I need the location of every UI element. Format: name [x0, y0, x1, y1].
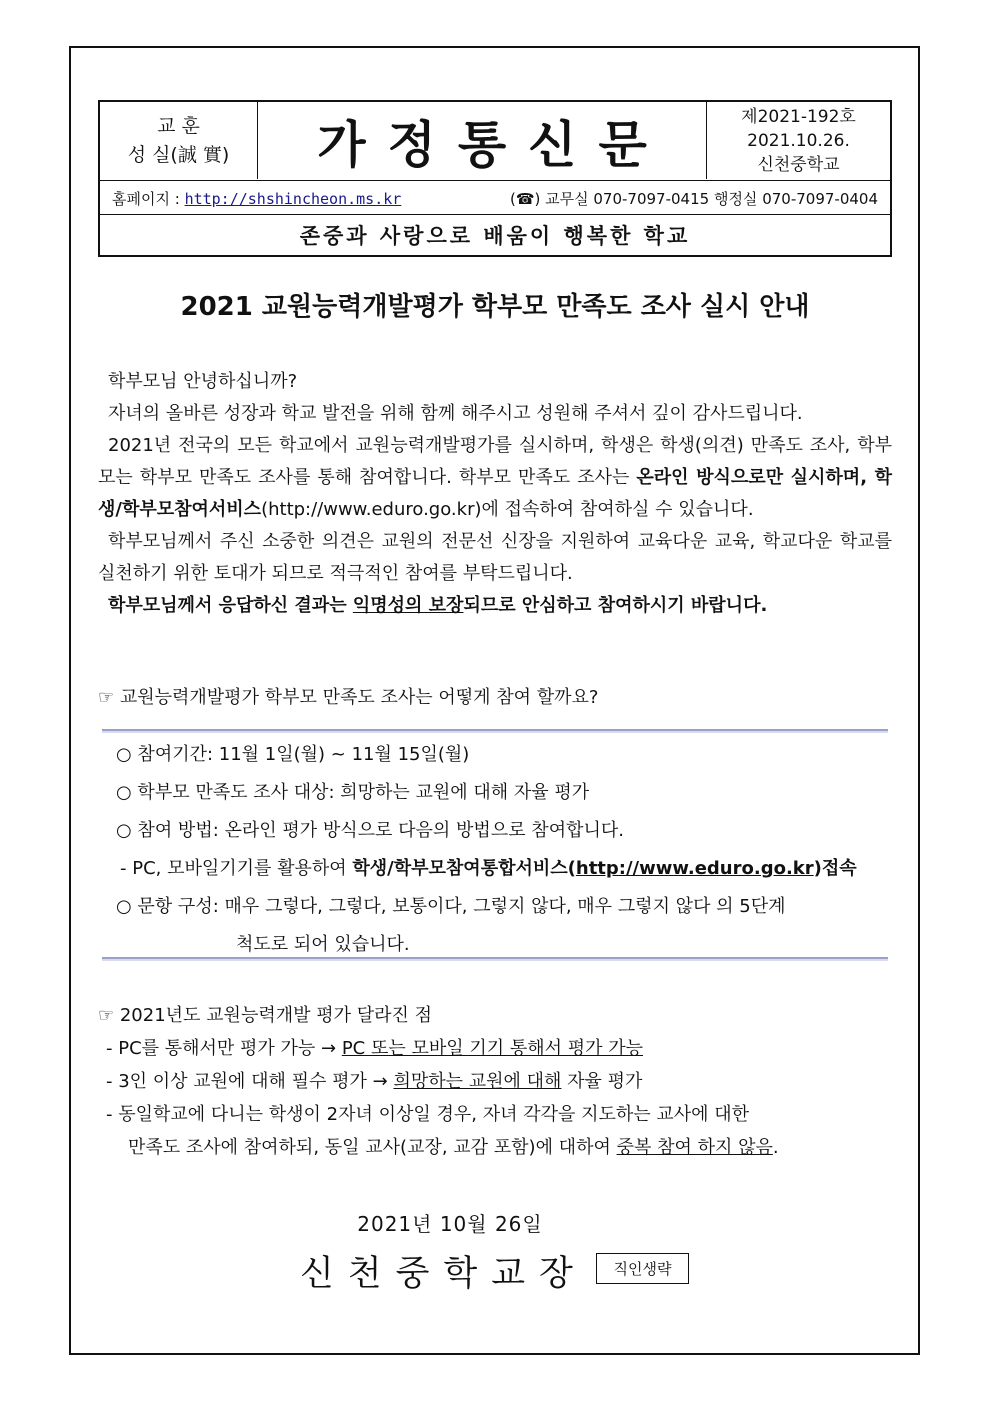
- principal-signature: 신천중학교장: [300, 1254, 587, 1294]
- change-siblings: - 동일학교에 다니는 학생이 2자녀 이상일 경우, 자녀 각각을 지도하는 교사에 대한: [106, 1104, 750, 1125]
- paragraph-anonymity: [98, 590, 892, 622]
- homepage-link[interactable]: http://shshincheon.ms.kr: [184, 190, 402, 208]
- box-top-border: [102, 729, 888, 733]
- changes-heading: ☞ 2021년도 교원능력개발 평가 달라진 점: [98, 1005, 432, 1026]
- item-structure: ○ 문항 구성: 매우 그렇다, 그렇다, 보통이다, 그렇지 않다, 매우 그렇지 않다 의 5단계: [116, 896, 786, 917]
- motto-value: 성 실(誠 實): [127, 143, 230, 166]
- change-target-new: 희망하는 교원에 대해: [393, 1071, 562, 1092]
- seal-omitted: 직인생략: [596, 1253, 689, 1284]
- anonymity-guarantee: 익명성의 보장: [352, 595, 464, 616]
- how-to-heading: ☞ 교원능력개발평가 학부모 만족도 조사는 어떻게 참여 할까요?: [98, 687, 599, 708]
- service-name: 학생/학부모참여통합서비스(: [352, 858, 576, 879]
- survey-target: ○ 학부모 만족도 조사 대상: 희망하는 교원에 대해 자율 평가: [116, 782, 590, 803]
- school-name: 신천중학교: [757, 154, 840, 175]
- online-only-notice: 온라인 방식으로만 실시하며, 학생/학부모참여서비스: [98, 467, 892, 520]
- participation-period: ○ 참여기간: 11월 1일(월) ~ 11월 15일(월): [116, 744, 470, 765]
- issue-date: 2021.10.26.: [747, 130, 850, 151]
- homepage-label: 홈페이지 :: [112, 190, 185, 208]
- change-siblings-text: 만족도 조사에 참여하되, 동일 교사(교장, 교감 포함)에 대하여: [128, 1137, 617, 1158]
- issue-date-footer: 2021년 10월 26일: [357, 1212, 543, 1236]
- anonymity-text-end: 되므로 안심하고 참여하시기 바랍니다.: [463, 595, 768, 616]
- no-duplicate-notice: 중복 참여 하지 않음: [616, 1137, 773, 1158]
- change-device-old: - PC를 통해서만 평가 가능 →: [106, 1038, 342, 1059]
- header-top-row: [100, 102, 890, 181]
- change-target: [98, 1065, 892, 1098]
- change-siblings-end: .: [772, 1137, 779, 1158]
- item-structure-cont: 척도로 되어 있습니다.: [236, 934, 410, 955]
- motto-label: 교 훈: [157, 114, 200, 137]
- contact-phones: (☎) 교무실 070-7097-0415 행정실 070-7097-0404: [509, 190, 878, 208]
- school-motto: [100, 102, 258, 179]
- change-target-old: - 3인 이상 교원에 대해 필수 평가 →: [106, 1071, 394, 1092]
- letter-body: [98, 366, 892, 622]
- paragraph-thanks: 자녀의 올바른 성장과 학교 발전을 위해 함께 해주시고 성원해 주셔서 깊이 감사드립니다.: [108, 403, 803, 424]
- participation-url-text: (http://www.eduro.go.kr)에 접속하여 참여하실 수 있습니다.: [261, 499, 754, 520]
- device-text: - PC, 모바일기기를 활용하여: [120, 858, 353, 879]
- service-access: )접속: [813, 858, 857, 879]
- newsletter-title: 가정통신문: [317, 115, 669, 174]
- paragraph-participation: [98, 430, 892, 526]
- school-slogan: 존중과 사랑으로 배움이 행복한 학교: [299, 224, 691, 248]
- participation-text: 2021년 전국의 모든 학교에서 교원능력개발평가를 실시하며, 학생은 학생(의견) 만족도 조사, 학부모는 학부모 만족도 조사를 통해 참여합니다. 학부모 만족도 조사는: [98, 435, 892, 488]
- paragraph-request: 학부모님께서 주신 소중한 의견은 교원의 전문선 신장을 지원하여 교육다운 교육, 학교다운 학교를 실천하기 위한 토대가 되므로 적극적인 참여를 부탁드립니다.: [98, 531, 892, 584]
- change-device-new: PC 또는 모바일 기기 통해서 평가 가능: [341, 1038, 644, 1059]
- change-device: [98, 1032, 892, 1065]
- issue-info: [706, 102, 890, 179]
- issue-number: 제2021-192호: [741, 106, 856, 127]
- how-to-box: [102, 736, 888, 964]
- change-target-end: 자율 평가: [561, 1071, 643, 1092]
- change-siblings-cont: [98, 1131, 892, 1164]
- eduro-link[interactable]: http://www.eduro.go.kr: [575, 858, 814, 879]
- document-title: 2021 교원능력개발평가 학부모 만족도 조사 실시 안내: [180, 292, 810, 322]
- anonymity-text: 학부모님께서 응답하신 결과는: [108, 595, 353, 616]
- greeting: 학부모님 안녕하십니까?: [108, 371, 298, 392]
- box-bottom-border: [102, 957, 888, 961]
- changes-section: [98, 999, 892, 1164]
- device-instructions: [102, 850, 888, 888]
- header-contact-row: [100, 181, 890, 215]
- homepage: [112, 188, 401, 209]
- participation-method: ○ 참여 방법: 온라인 평가 방식으로 다음의 방법으로 참여합니다.: [116, 820, 624, 841]
- newsletter-header: [98, 100, 892, 257]
